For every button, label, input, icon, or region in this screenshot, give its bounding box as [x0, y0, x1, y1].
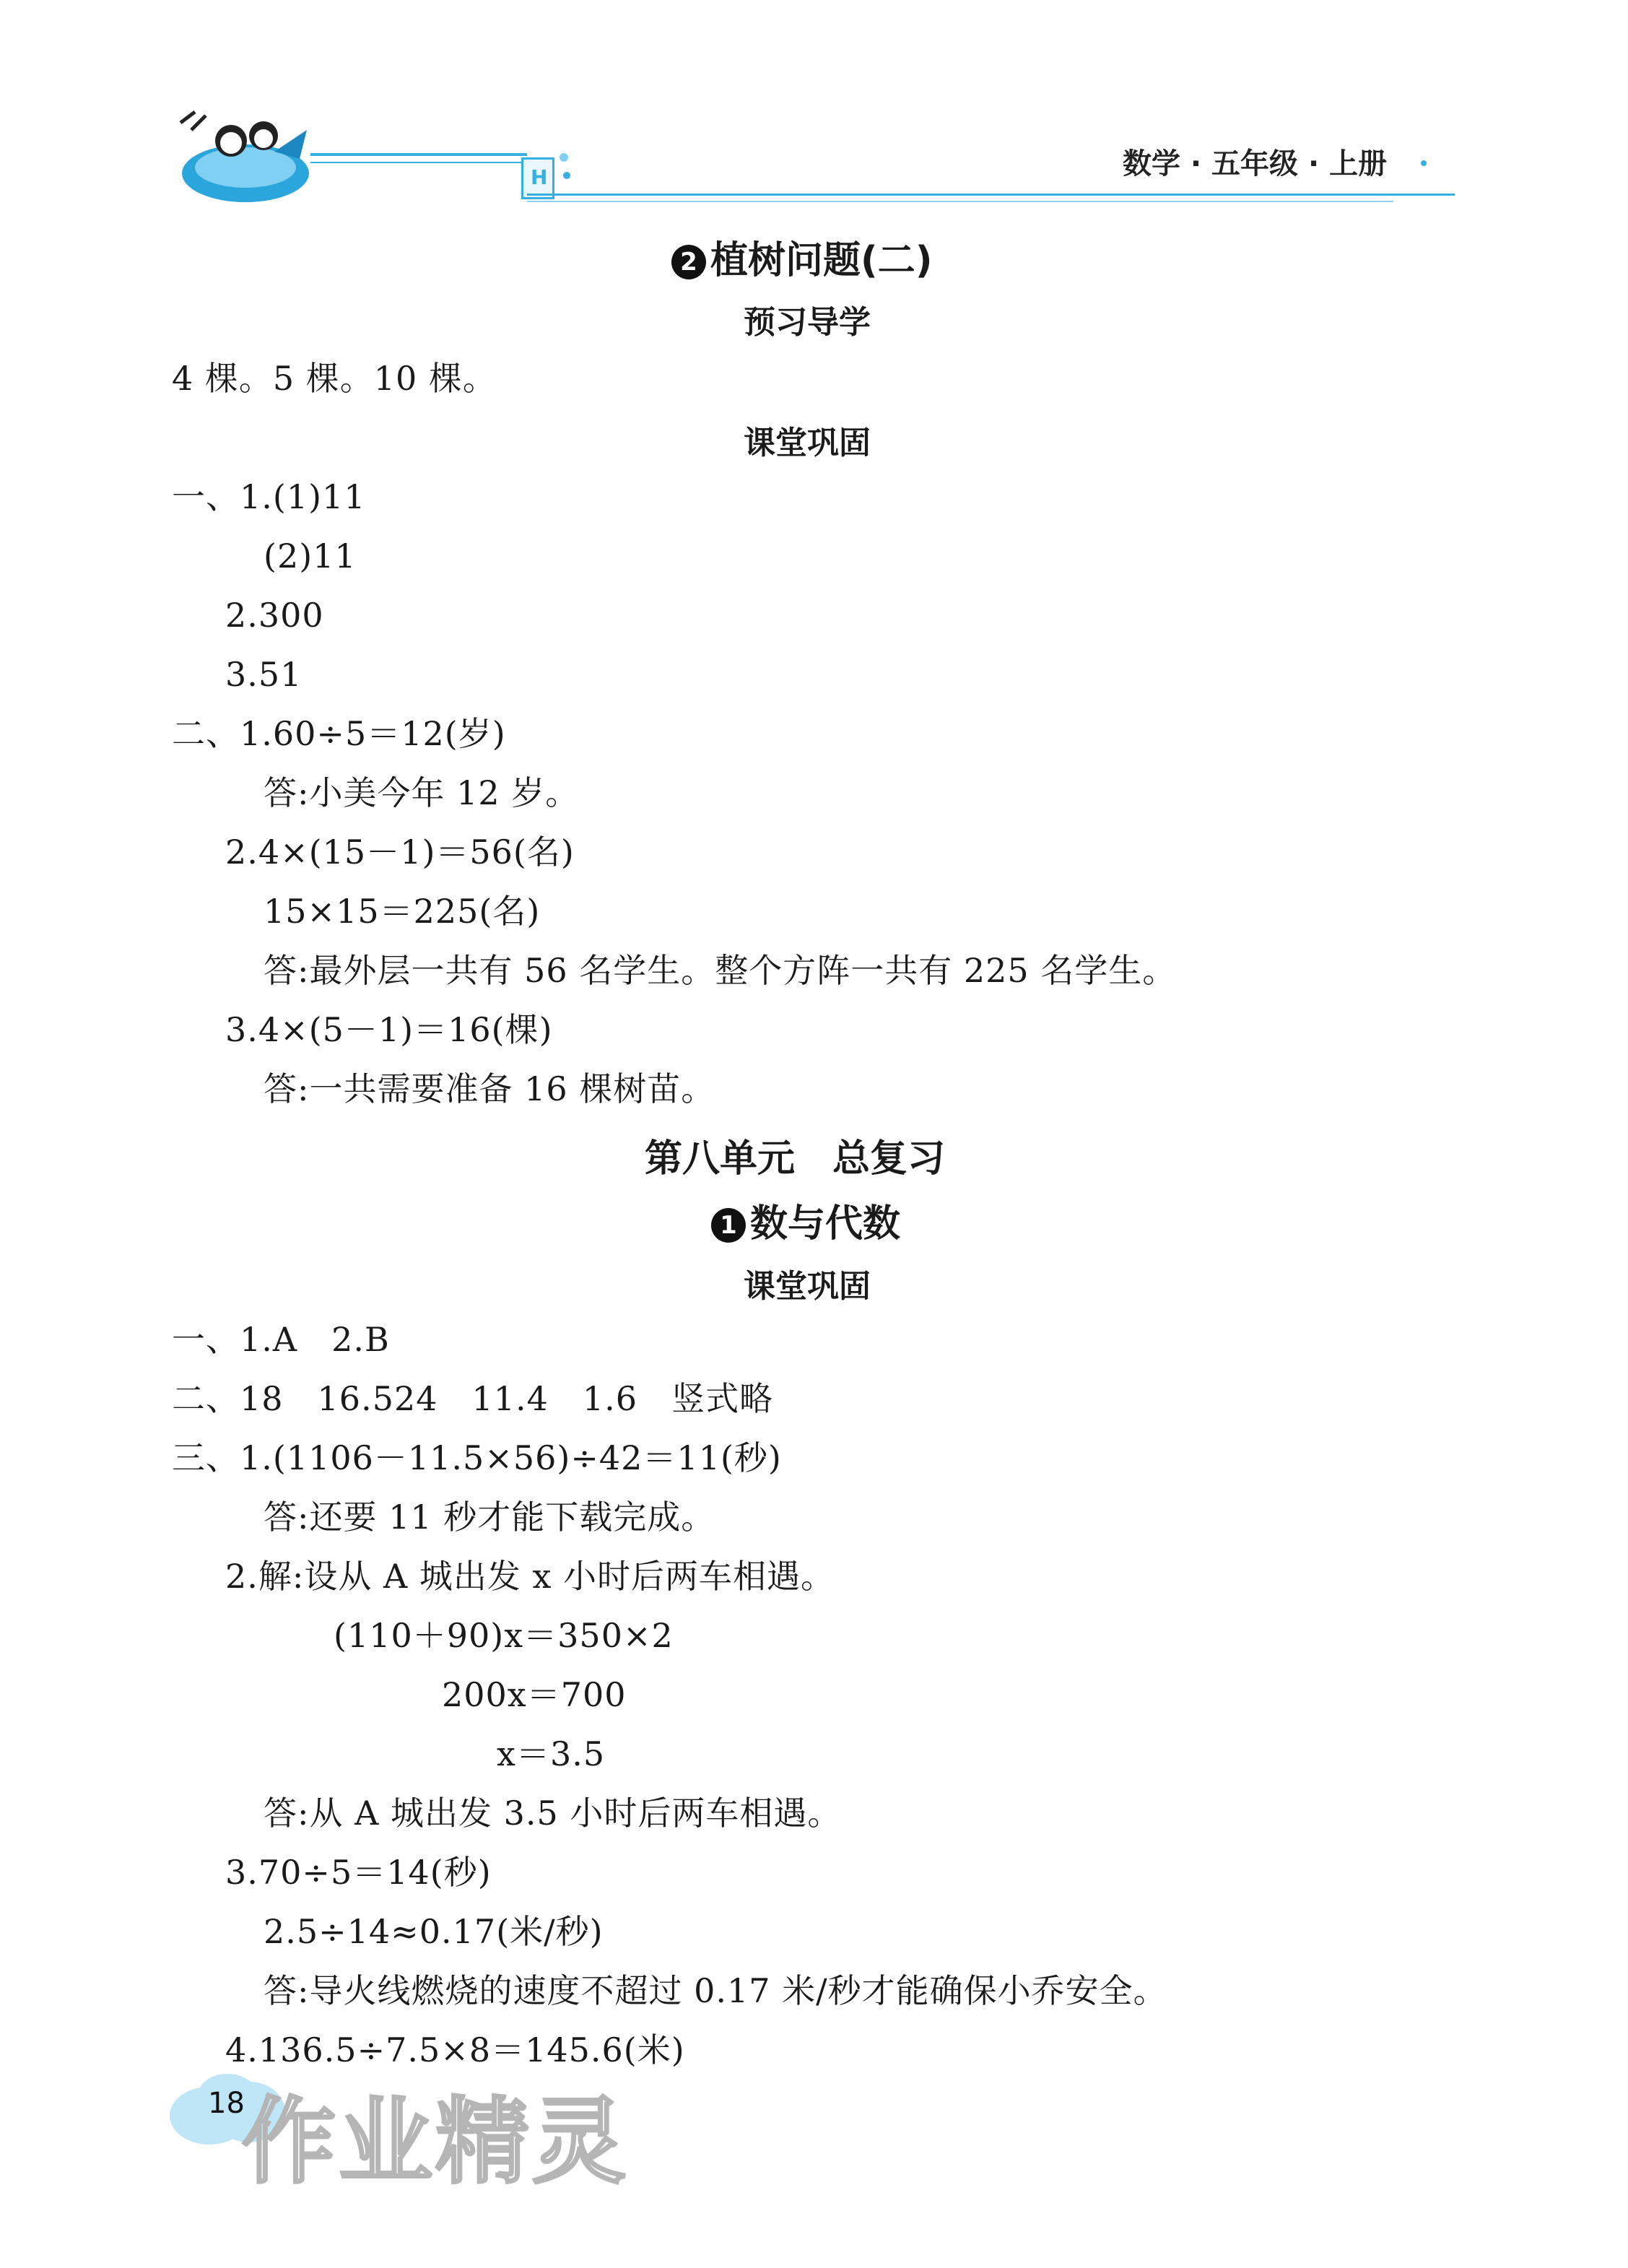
- s1-line-7: 2.4×(15－1)＝56(名): [225, 833, 575, 872]
- section2-number: 1: [711, 1208, 746, 1243]
- s2-line-11: 2.5÷14≈0.17(米/秒): [264, 1912, 604, 1951]
- s2-line-12: 答:导火线燃烧的速度不超过 0.17 米/秒才能确保小乔安全。: [264, 1971, 1167, 2010]
- s2-line-10: 3.70÷5＝14(秒): [225, 1853, 492, 1892]
- header-logo-illustration: [166, 108, 310, 206]
- s1-line-9: 答:最外层一共有 56 名学生。整个方阵一共有 225 名学生。: [264, 951, 1177, 990]
- s2-line-9: 答:从 A 城出发 3.5 小时后两车相遇。: [264, 1794, 842, 1833]
- header-title-dot: [1421, 160, 1427, 166]
- header-line: [310, 153, 527, 156]
- section1-title-text: 植树问题(二): [710, 239, 933, 282]
- header-dot-2: [563, 172, 570, 179]
- s2-line-13: 4.136.5÷7.5×8＝145.6(米): [225, 2030, 685, 2069]
- s2-line-1: 一、1.A 2.B: [172, 1320, 390, 1359]
- s2-line-6: (110＋90)x＝350×2: [334, 1616, 674, 1655]
- s1-line-8: 15×15＝225(名): [264, 892, 541, 931]
- s2-line-5: 2.解:设从 A 城出发 x 小时后两车相遇。: [225, 1557, 835, 1596]
- s1-line-4: 3.51: [225, 655, 302, 694]
- section1-preview-heading: 预习导学: [744, 304, 871, 341]
- s1-line-3: 2.300: [225, 596, 324, 635]
- s1-line-1: 一、1.(1)11: [172, 477, 366, 516]
- section2-title-text: 数与代数: [750, 1202, 901, 1246]
- section1-title: [671, 230, 933, 284]
- s1-line-11: 答:一共需要准备 16 棵树苗。: [264, 1069, 715, 1108]
- header-dot-1: [560, 153, 568, 162]
- section1-preview-answer: 4 棵。5 棵。10 棵。: [172, 359, 497, 398]
- s1-line-2: (2)11: [264, 536, 357, 575]
- s2-line-4: 答:还要 11 秒才能下载完成。: [264, 1498, 715, 1537]
- s2-line-2: 二、18 16.524 11.4 1.6 竖式略: [172, 1379, 774, 1418]
- s1-line-6: 答:小美今年 12 岁。: [264, 773, 580, 812]
- s2-line-8: x＝3.5: [497, 1734, 606, 1773]
- unit-title: 第八单元 总复习: [645, 1137, 946, 1181]
- watermark: 作业精灵: [242, 2087, 630, 2197]
- header-line-lower: [310, 162, 527, 163]
- s2-line-3: 三、1.(1106－11.5×56)÷42＝11(秒): [172, 1438, 782, 1477]
- header-rule: [527, 194, 1455, 196]
- section2-class-heading: 课堂巩固: [744, 1268, 871, 1305]
- header-logo-letter: H: [531, 165, 548, 189]
- section2-title: [711, 1193, 900, 1247]
- header-title: 数学 · 五年级 · 上册: [1123, 147, 1388, 181]
- s2-line-7: 200x＝700: [442, 1675, 627, 1714]
- s1-line-5: 二、1.60÷5＝12(岁): [172, 714, 506, 753]
- page-number: 18: [208, 2087, 245, 2120]
- section1-number: 2: [671, 245, 706, 279]
- header-rule-thin: [527, 201, 1393, 202]
- s1-line-10: 3.4×(5－1)＝16(棵): [225, 1010, 553, 1049]
- section1-class-heading: 课堂巩固: [744, 425, 871, 461]
